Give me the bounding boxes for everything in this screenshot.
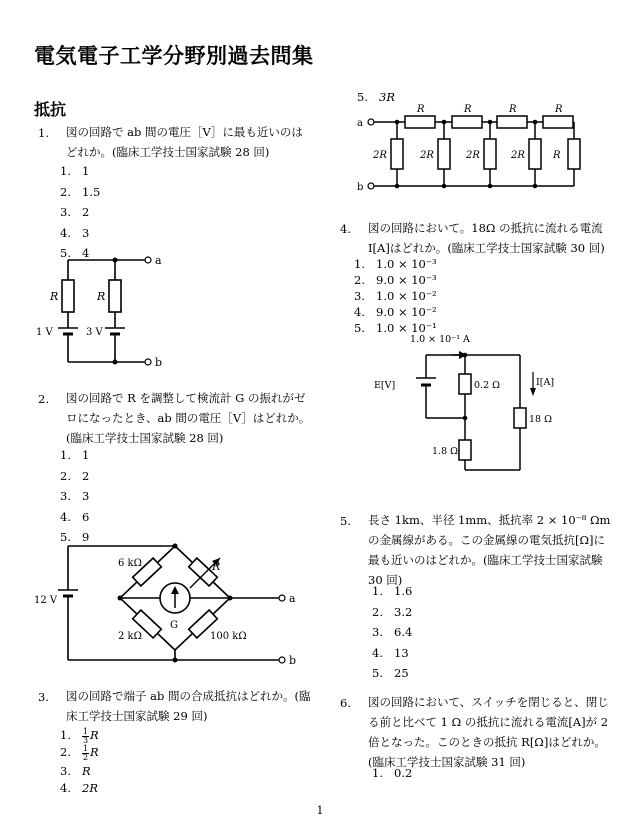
option: 1. $\frac{1}{3}$ R (60, 727, 99, 745)
resistor-label: 2 kΩ (118, 631, 142, 642)
voltage-label: E[V] (374, 380, 396, 391)
resistor-label: 1.8 Ω (432, 446, 459, 457)
question-3-text: 図の回路で端子 ab 間の合成抵抗はどれか。(臨床工学技士国家試験 29 回) (66, 689, 311, 723)
question-5-text: 長さ 1km、半径 1mm、抵抗率 2 × 10⁻⁸ Ωm の金属線がある。この金属線の電気抵抗[Ω]に最も近いのはどれか。(臨床工学技士国家試験 30 回) (368, 513, 611, 587)
document-title: 電気電子工学分野別過去問集 (34, 44, 314, 68)
option: 3. R (60, 764, 91, 778)
fraction-one-half: $\frac{1}{2}$ (82, 744, 89, 762)
fraction-one-third: $\frac{1}{3}$ (82, 727, 89, 745)
option: 3. 1.0 × 10⁻² (354, 289, 437, 303)
page-number: 1 (316, 804, 324, 817)
question-2-number: 2. (38, 392, 49, 406)
option: 1. 1 (60, 448, 90, 462)
option: 1. 1.6 (372, 584, 413, 598)
terminal-a-label: a (155, 254, 162, 267)
battery-label: 12 V (34, 595, 58, 606)
option: 2. 2 (60, 468, 90, 483)
question-1-number: 1. (38, 126, 49, 140)
option: 1. 1 (60, 164, 90, 178)
question-5-number: 5. (340, 514, 351, 528)
question-4-options (354, 257, 437, 337)
resistor-label: 18 Ω (529, 414, 552, 425)
resistor-label: R (50, 290, 59, 303)
resistor-label: R (464, 104, 472, 115)
question-3-number: 3. (38, 690, 49, 704)
question-6-number: 6. (340, 696, 351, 710)
option: 2. 9.0 × 10⁻³ (354, 273, 437, 287)
terminal-b-label: b (289, 654, 297, 667)
question-4-number: 4. (340, 222, 351, 236)
question-2-text: 図の回路で R を調整して検流計 G の振れがゼロになったとき、ab 間の電圧［V］はどれか。(臨床工学技士国家試験 28 回) (66, 391, 311, 445)
option: 4. 3 (60, 225, 90, 240)
terminal-b-label: b (155, 356, 163, 369)
option: 3. 3 (60, 489, 90, 503)
resistor-label: 0.2 Ω (474, 380, 501, 391)
resistor-label: 2R (466, 150, 480, 161)
resistor-label: 100 kΩ (210, 631, 247, 642)
section-heading: 抵抗 (34, 100, 67, 119)
option: 4. 13 (372, 645, 409, 660)
resistor-label: 2R (511, 150, 525, 161)
terminal-b-label: b (357, 182, 364, 193)
question-6-options (372, 766, 412, 787)
option: 3. 6.4 (372, 625, 413, 639)
question-3-options (60, 728, 99, 798)
question-3-ladder-circuit (345, 100, 595, 195)
resistor-label: R (212, 560, 221, 573)
question-4-text: 図の回路において。18Ω の抵抗に流れる電流 I[A]はどれか。(臨床工学技士国家試験 30 回) (368, 221, 605, 255)
option: 4. 2R (60, 781, 98, 795)
question-2-options (60, 448, 89, 551)
resistor-label: R (555, 104, 563, 115)
resistor-label: R (417, 104, 425, 115)
question-1-circuit (30, 250, 170, 375)
option: 1. 0.2 (372, 766, 413, 780)
battery-label: 1 V (36, 327, 53, 338)
resistor-label: 6 kΩ (118, 558, 142, 569)
option: 5. 1.0 × 10⁻¹ (354, 321, 437, 335)
resistor-label: R (553, 150, 561, 161)
resistor-label: R (509, 104, 517, 115)
current-arrow-label: I[A] (536, 377, 555, 388)
question-4-circuit (370, 330, 555, 490)
option: 5. 9 (60, 530, 90, 544)
galvanometer-label: G (170, 620, 178, 631)
option: 4. 9.0 × 10⁻² (354, 305, 437, 319)
question-1-text: 図の回路で ab 間の電圧［V］に最も近いのはどれか。(臨床工学技士国家試験 28 回) (66, 125, 303, 159)
option: 5. 4 (60, 246, 90, 260)
option: 3. 2 (60, 205, 90, 219)
battery-label: 3 V (86, 327, 103, 338)
option: 2. 1.5 (60, 184, 101, 199)
option: 5. 25 (372, 666, 409, 680)
resistor-label: R (97, 290, 106, 303)
terminal-a-label: a (289, 592, 296, 605)
question-5-options (372, 584, 412, 687)
option: 2. 3.2 (372, 604, 413, 619)
terminal-a-label: a (357, 118, 363, 129)
question-6-text: 図の回路において、スイッチを閉じると、閉じる前と比べて 1 Ω の抵抗に流れる電流[A]が 2 倍となった。このときの抵抗 R[Ω]はどれか。(臨床工学技士国家試験 31 回) (368, 695, 609, 769)
resistor-label: 2R (420, 150, 434, 161)
option: 1. 1.0 × 10⁻³ (354, 257, 437, 271)
option: 4. 6 (60, 509, 90, 524)
option: 2. $\frac{1}{2}$ R (60, 744, 99, 762)
resistor-label: 2R (373, 150, 387, 161)
option: 5. 3R (357, 90, 395, 104)
question-2-bridge-circuit (30, 538, 300, 670)
current-label: 1.0 × 10⁻¹ A (410, 334, 470, 345)
